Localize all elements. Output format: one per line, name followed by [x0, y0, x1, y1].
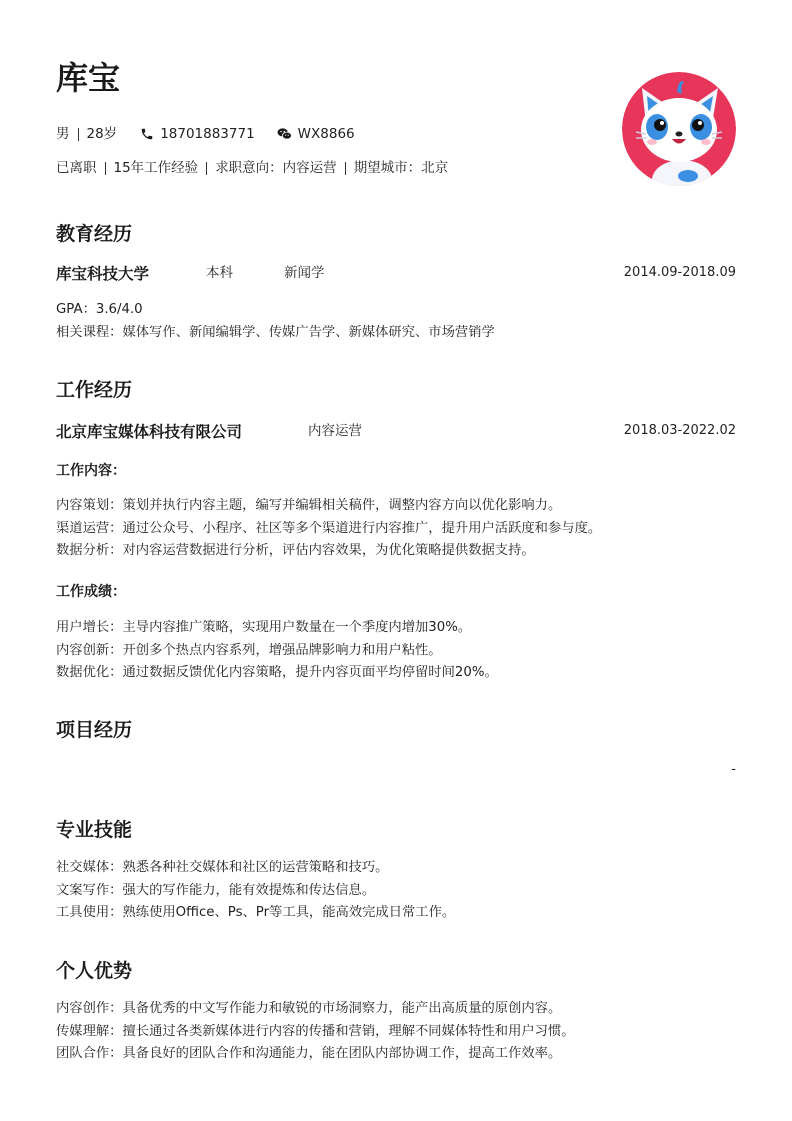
section-title-work: 工作经历	[56, 379, 133, 401]
job-intention: 求职意向：内容运营	[215, 160, 337, 176]
phone-number: 18701883771	[160, 126, 255, 142]
list-item: 相关课程：媒体写作、新闻编辑学、传媒广告学、新媒体研究、市场营销学	[56, 324, 495, 340]
wechat-id: WX8866	[297, 126, 355, 142]
list-item: 内容策划：策划并执行内容主题，编写并编辑相关稿件，调整内容方向以优化影响力。	[56, 498, 562, 513]
work-results-title: 工作成绩：	[56, 584, 126, 600]
divider	[345, 162, 346, 175]
list-item: 社交媒体：熟悉各种社交媒体和社区的运营策略和技巧。	[56, 860, 389, 875]
experience-years: 15年工作经验	[113, 160, 199, 176]
advantages-list	[56, 998, 736, 1066]
gender: 男	[56, 126, 70, 142]
work-header	[56, 420, 736, 444]
list-item: GPA：3.6/4.0	[56, 302, 143, 317]
list-item: 渠道运营：通过公众号、小程序、社区等多个渠道进行内容推广，提升用户活跃度和参与度。	[56, 520, 602, 536]
section-title-advantages: 个人优势	[56, 960, 133, 982]
education-header	[56, 262, 736, 286]
wechat-icon	[277, 127, 292, 142]
basic-info-row	[56, 124, 355, 144]
phone-icon	[139, 127, 154, 142]
list-item: 传媒理解：擅长通过各类新媒体进行内容的传播和营销，理解不同媒体特性和用户习惯。	[56, 1023, 575, 1039]
employment-status: 已离职	[56, 160, 97, 176]
avatar	[622, 72, 736, 186]
work-content-title: 工作内容：	[56, 463, 126, 479]
candidate-name: 库宝	[56, 59, 121, 97]
divider	[78, 128, 79, 141]
education-date: 2014.09-2018.09	[623, 265, 736, 280]
list-item: 文案写作：强大的写作能力，能有效提炼和传达信息。	[56, 882, 376, 898]
list-item: 数据分析：对内容运营数据进行分析，评估内容效果，为优化策略提供数据支持。	[56, 543, 535, 558]
divider	[206, 162, 207, 175]
company-name: 北京库宝媒体科技有限公司	[56, 423, 243, 441]
skills-list	[56, 857, 736, 925]
list-item: 团队合作：具备良好的团队合作和沟通能力，能在团队内部协调工作，提高工作效率。	[56, 1046, 562, 1061]
degree: 本科	[206, 265, 233, 281]
major: 新闻学	[284, 265, 325, 281]
list-item: 内容创作：具备优秀的中文写作能力和敏锐的市场洞察力，能产出高质量的原创内容。	[56, 1001, 562, 1016]
age: 28岁	[86, 126, 118, 142]
section-title-skills: 专业技能	[56, 819, 133, 841]
school-name: 库宝科技大学	[56, 265, 150, 283]
section-title-project: 项目经历	[56, 719, 133, 741]
divider	[105, 162, 106, 175]
work-content	[56, 495, 736, 563]
section-title-education: 教育经历	[56, 223, 133, 245]
list-item: 内容创新：开创多个热点内容系列，增强品牌影响力和用户粘性。	[56, 642, 442, 658]
expected-city: 期望城市：北京	[353, 160, 449, 176]
work-date: 2018.03-2022.02	[623, 423, 736, 438]
list-item: 工具使用：熟练使用Office、Ps、Pr等工具，能高效完成日常工作。	[56, 905, 456, 920]
position: 内容运营	[308, 423, 362, 439]
list-item: 用户增长：主导内容推广策略，实现用户数量在一个季度内增加30%。	[56, 620, 472, 635]
job-status-row	[56, 158, 448, 178]
education-details	[56, 299, 736, 344]
work-results	[56, 617, 736, 685]
list-item: 数据优化：通过数据反馈优化内容策略，提升内容页面平均停留时间20%。	[56, 665, 498, 680]
project-placeholder: -	[731, 762, 736, 777]
